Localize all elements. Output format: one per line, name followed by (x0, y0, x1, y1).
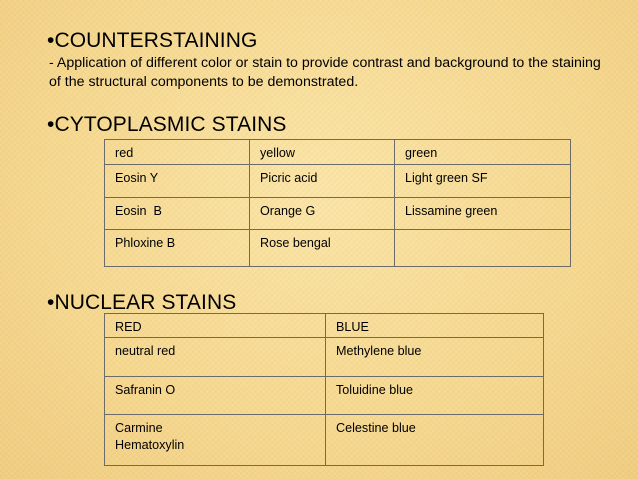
table-header-row (105, 314, 544, 338)
table-cell: Phloxine B (105, 230, 250, 267)
table-cell: Methylene blue (326, 338, 544, 377)
table-header-cell: BLUE (326, 314, 544, 338)
table-header-cell: red (105, 140, 250, 165)
table-cell: Toluidine blue (326, 377, 544, 415)
table-cell: Celestine blue (326, 415, 544, 466)
table-cell: Safranin O (105, 377, 326, 415)
table-header-cell: RED (105, 314, 326, 338)
table-header-cell: green (395, 140, 571, 165)
counterstaining-description: - Application of different color or stain to provide contrast and background to the staining of the structural components to be demonstrated. (49, 55, 601, 90)
table-cell: Eosin B (105, 198, 250, 230)
cytoplasmic-stains-table (104, 139, 571, 267)
cytoplasmic-stains-heading: •CYTOPLASMIC STAINS (47, 113, 287, 136)
table-cell: Orange G (250, 198, 395, 230)
table-row (105, 415, 544, 466)
table-row (105, 338, 544, 377)
table-header-row (105, 140, 571, 165)
table-row (105, 230, 571, 267)
table-cell (105, 415, 326, 466)
nuclear-stains-heading: •NUCLEAR STAINS (47, 291, 237, 314)
table-row (105, 165, 571, 198)
table-cell: Rose bengal (250, 230, 395, 267)
table-cell: Light green SF (395, 165, 571, 198)
counterstaining-heading: •COUNTERSTAINING (47, 29, 258, 52)
table-cell: neutral red (105, 338, 326, 377)
table-cell (395, 230, 571, 267)
table-cell: Eosin Y (105, 165, 250, 198)
table-cell: Picric acid (250, 165, 395, 198)
table-row (105, 377, 544, 415)
table-header-cell: yellow (250, 140, 395, 165)
table-cell-line: Carmine (115, 421, 163, 435)
table-row (105, 198, 571, 230)
table-cell: Lissamine green (395, 198, 571, 230)
nuclear-stains-table (104, 313, 544, 466)
table-cell-line: Hematoxylin (115, 438, 185, 452)
